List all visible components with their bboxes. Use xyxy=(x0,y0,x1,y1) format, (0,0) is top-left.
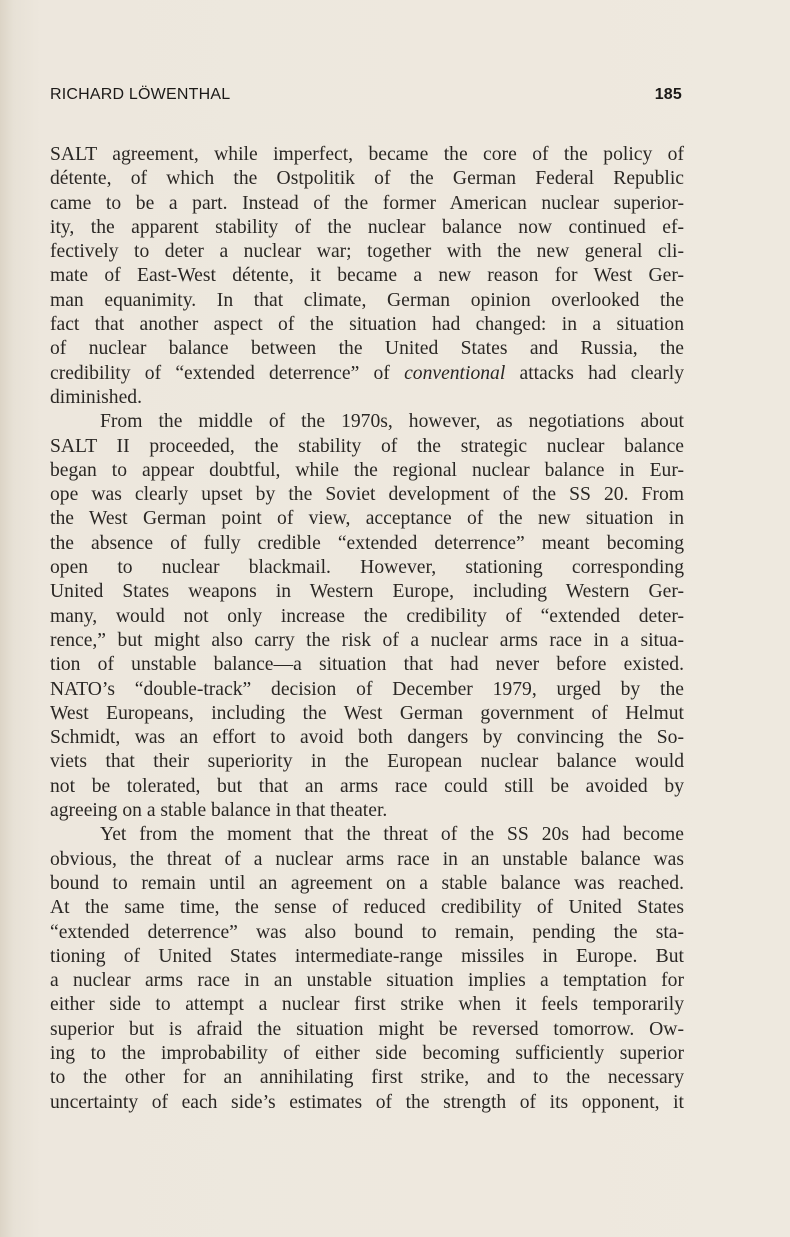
text-line: rence,” but might also carry the risk of a nuclear arms race in a situa- xyxy=(50,629,684,651)
text-line: of nuclear balance between the United States and Russia, the xyxy=(50,338,684,360)
text-line: superior but is afraid the situation might be reversed tomorrow. Ow- xyxy=(50,1018,684,1040)
text-line: SALT II proceeded, the stability of the strategic nuclear balance xyxy=(50,435,684,457)
text-line: began to appear doubtful, while the regional nuclear balance in Eur- xyxy=(50,459,684,481)
paragraph-end-line: agreeing on a stable balance in that theater. xyxy=(50,800,388,822)
body-text xyxy=(50,143,684,1115)
text-line: bound to remain until an agreement on a stable balance was reached. xyxy=(50,872,684,894)
running-head xyxy=(50,86,682,110)
text-line: obvious, the threat of a nuclear arms race in an unstable balance was xyxy=(50,848,684,870)
text-line: the West German point of view, acceptance of the new situation in xyxy=(50,508,684,530)
text-line: man equanimity. In that climate, German opinion overlooked the xyxy=(50,289,684,311)
text-line: fectively to deter a nuclear war; together with the new general cli- xyxy=(50,241,684,263)
text-line: came to be a part. Instead of the former American nuclear superior- xyxy=(50,192,684,214)
text-segment: attacks had clearly xyxy=(505,362,684,384)
text-line: tion of unstable balance—a situation that had never before existed. xyxy=(50,654,684,676)
text-line: viets that their superiority in the European nuclear balance would xyxy=(50,751,684,773)
text-line: to the other for an annihilating first strike, and to the necessary xyxy=(50,1067,684,1089)
text-line: NATO’s “double-track” decision of December 1979, urged by the xyxy=(50,678,684,700)
text-line: United States weapons in Western Europe, including Western Ger- xyxy=(50,581,684,603)
text-line: the absence of fully credible “extended deterrence” meant becoming xyxy=(50,532,684,554)
text-line: a nuclear arms race in an unstable situation implies a temptation for xyxy=(50,970,684,992)
text-line: ing to the improbability of either side becoming sufficiently superior xyxy=(50,1042,684,1064)
text-line: At the same time, the sense of reduced credibility of United States xyxy=(50,897,684,919)
text-line: mate of East-West détente, it became a new reason for West Ger- xyxy=(50,265,684,287)
text-line: ity, the apparent stability of the nuclear balance now continued ef- xyxy=(50,216,684,238)
text-line: either side to attempt a nuclear first strike when it feels temporarily xyxy=(50,994,684,1016)
text-line: tioning of United States intermediate-range missiles in Europe. But xyxy=(50,945,684,967)
text-line: SALT agreement, while imperfect, became the core of the policy of xyxy=(50,144,684,165)
text-line: Schmidt, was an effort to avoid both dangers by convincing the So- xyxy=(50,727,684,749)
page-number: 185 xyxy=(654,86,682,103)
text-line: détente, of which the Ostpolitik of the German Federal Republic xyxy=(50,168,684,190)
italic-term: conventional xyxy=(404,362,506,384)
text-line: fact that another aspect of the situation had changed: in a situation xyxy=(50,314,684,336)
text-line: West Europeans, including the West German government of Helmut xyxy=(50,702,684,724)
text-line: ope was clearly upset by the Soviet development of the SS 20. From xyxy=(50,484,684,506)
text-segment: credibility of “extended deterrence” of xyxy=(50,362,405,384)
text-line: not be tolerated, but that an arms race could still be avoided by xyxy=(50,775,684,797)
text-line-with-italic xyxy=(50,362,684,386)
text-line: uncertainty of each side’s estimates of the strength of its opponent, it xyxy=(50,1091,684,1113)
running-head-author: RICHARD LÖWENTHAL xyxy=(50,86,231,103)
text-line: many, would not only increase the credibility of “extended deter- xyxy=(50,605,684,627)
paragraph-start-line: From the middle of the 1970s, however, as negotiations about xyxy=(100,411,684,433)
paragraph-end-line: diminished. xyxy=(50,386,142,408)
text-line: “extended deterrence” was also bound to remain, pending the sta- xyxy=(50,921,684,943)
paragraph-start-line: Yet from the moment that the threat of the SS 20s had become xyxy=(100,824,684,846)
text-line: open to nuclear blackmail. However, stationing corresponding xyxy=(50,557,684,579)
